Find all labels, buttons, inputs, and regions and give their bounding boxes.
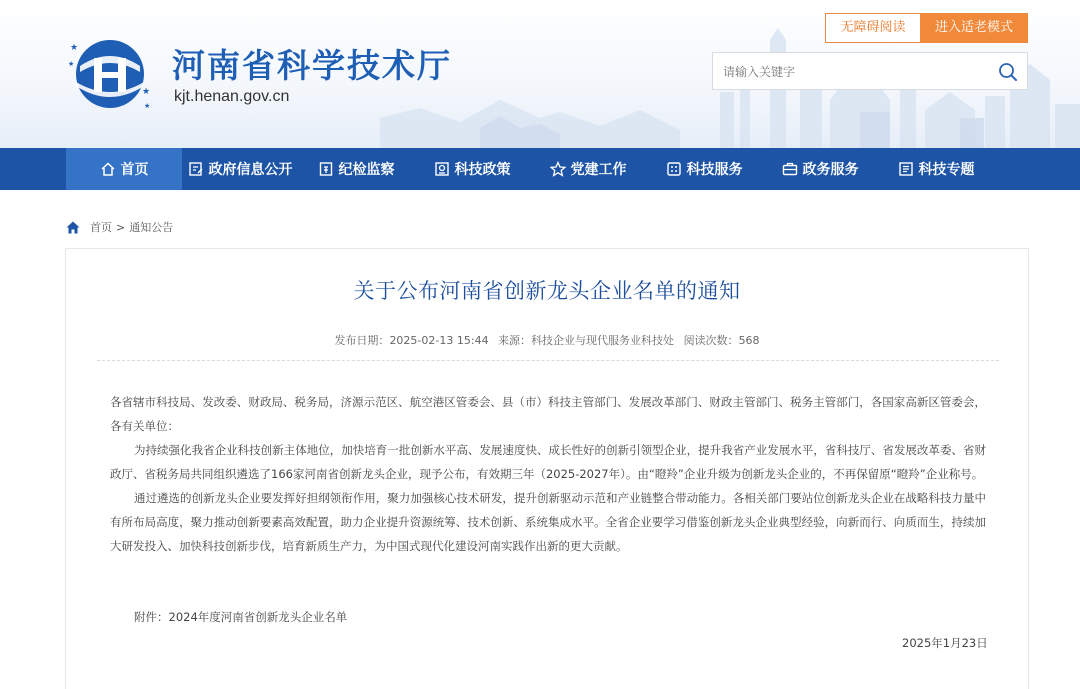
nav-label: 首页 [120, 162, 149, 178]
search-box [712, 52, 1028, 90]
breadcrumb [66, 218, 173, 236]
nav-item-gov-info[interactable] [182, 148, 298, 190]
main-nav [0, 148, 1080, 190]
briefcase-icon [782, 161, 798, 177]
nav-label: 科技服务 [686, 162, 743, 178]
nav-item-tech-service[interactable] [646, 148, 762, 190]
article-panel [65, 248, 1029, 689]
svg-text:★: ★ [142, 87, 151, 97]
publish-date-value: 2025-02-13 15:44 [389, 334, 489, 347]
salutation-paragraph: 各省辖市科技局、发改委、财政局、税务局，济源示范区、航空港区管委会、县（市）科技主管部门、发展改革部门、财政主管部门、税务主管部门，各国家高新区管委会，各有关单位： [110, 395, 986, 433]
attachment-link[interactable]: 附件：2024年度河南省创新龙头企业名单 [134, 610, 348, 624]
site-title: 河南省科学技术厅 [172, 46, 452, 85]
service-icon [666, 161, 682, 177]
views-value: 568 [738, 334, 760, 347]
source-value: 科技企业与现代服务业科技处 [531, 334, 675, 347]
publish-date [334, 334, 488, 347]
publish-date-label: 发布日期： [334, 334, 390, 347]
star-icon [550, 161, 566, 177]
view-count [684, 334, 760, 347]
article-title: 关于公布河南省创新龙头企业名单的通知 [353, 279, 741, 303]
nav-item-party[interactable] [530, 148, 646, 190]
nav-label: 政府信息公开 [208, 162, 293, 178]
source-label: 来源： [498, 334, 532, 347]
nav-item-policy[interactable] [414, 148, 530, 190]
article-meta [66, 332, 1028, 348]
article-body [110, 390, 986, 558]
topic-icon [898, 161, 914, 177]
home-icon [100, 161, 116, 177]
svg-text:★: ★ [68, 60, 75, 68]
nav-label: 科技专题 [918, 162, 975, 178]
search-icon[interactable] [997, 61, 1019, 83]
meta-divider [97, 360, 999, 361]
breadcrumb-separator: > [116, 220, 126, 234]
home-icon[interactable] [66, 221, 80, 234]
svg-text:★: ★ [70, 43, 79, 53]
document-icon [188, 161, 204, 177]
shield-icon [318, 161, 334, 177]
nav-item-gov-service[interactable] [762, 148, 878, 190]
svg-text:★: ★ [144, 102, 151, 110]
site-url: kjt.henan.gov.cn [174, 88, 290, 105]
nav-label: 科技政策 [454, 162, 511, 178]
nav-item-discipline[interactable] [298, 148, 414, 190]
policy-icon [434, 161, 450, 177]
article-source [498, 334, 674, 347]
body-paragraph: 通过遴选的创新龙头企业要发挥好担纲领衔作用，聚力加强核心技术研发，提升创新驱动示范和产业链整合带动能力。各相关部门要站位创新龙头企业在战略科技力量中有所布局高度，聚力推动创新要素高效配置，助力企业提升资源统筹、技术创新、系统集成水平。全省企业要学习借鉴创新龙头企业典型经验，向新而行、向质而生，持续加大研发投入、加快科技创新步伐，培育新质生产力，为中国式现代化建设河南实践作出新的更大贡献。 [110, 491, 986, 553]
nav-label: 纪检监察 [338, 162, 395, 178]
accessibility-reading-button[interactable]: 无障碍阅读 [825, 13, 921, 43]
elder-mode-button[interactable]: 进入适老模式 [920, 13, 1028, 43]
henan-logo [66, 36, 154, 112]
nav-label: 党建工作 [570, 162, 627, 178]
breadcrumb-current-link[interactable]: 通知公告 [129, 221, 174, 234]
views-label: 阅读次数： [683, 334, 739, 347]
search-input[interactable] [723, 61, 983, 83]
body-paragraph: 为持续强化我省企业科技创新主体地位，加快培育一批创新水平高、发展速度快、成长性好的创新引领型企业，提升我省产业发展水平，省科技厅、省发展改革委、省财政厅、省税务局共同组织遴选了166家河南省创新龙头企业，现予公布，有效期三年（2025-2027年）。由“瞪羚”企业升级为创新龙头企业的，不再保留原“瞪羚”企业称号。 [110, 443, 986, 481]
site-header [0, 0, 1080, 148]
nav-label: 政务服务 [802, 162, 859, 178]
sign-date: 2025年1月23日 [902, 636, 988, 650]
breadcrumb-home-link[interactable]: 首页 [90, 221, 112, 234]
nav-item-home[interactable] [66, 148, 182, 190]
nav-item-tech-topic[interactable] [878, 148, 994, 190]
